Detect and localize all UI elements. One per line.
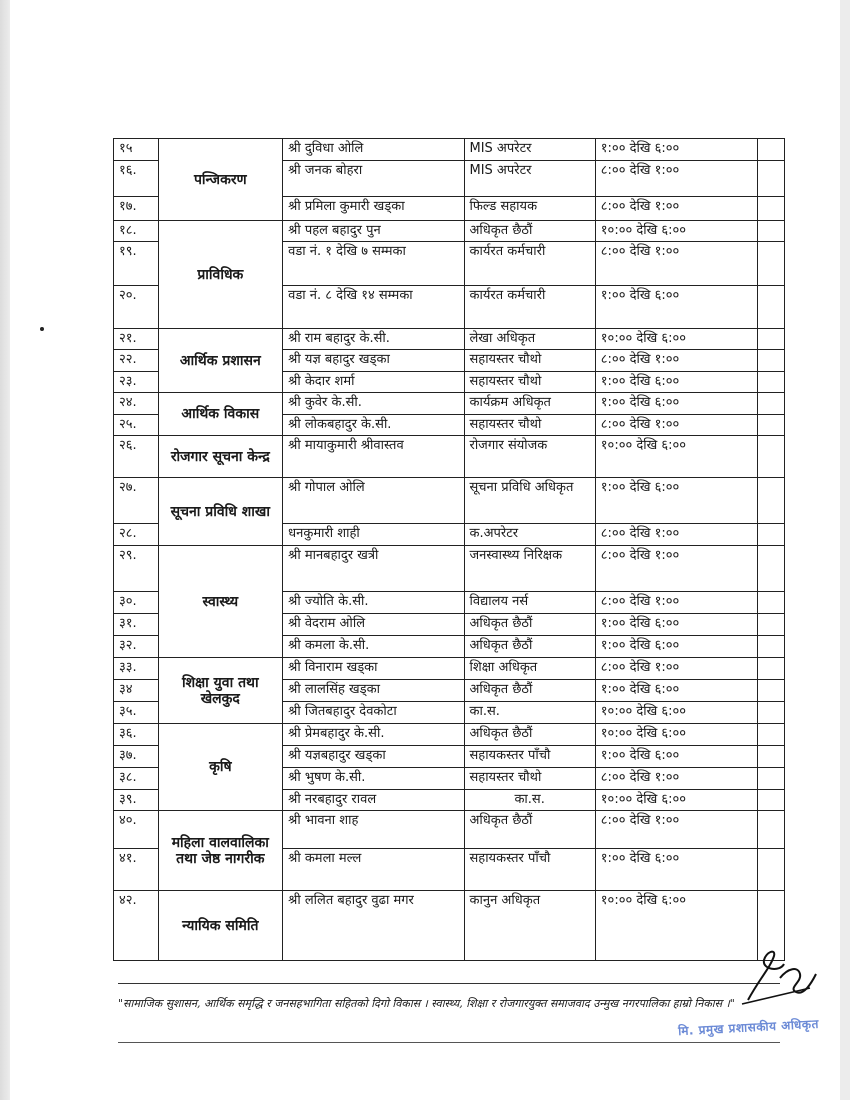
remarks-cell [758,790,785,811]
table-row [114,221,785,242]
staff-name: श्री यज्ञ बहादुर खड्का [283,350,464,372]
serial-number: १७. [114,197,159,221]
serial-number: ३८. [114,768,159,790]
serial-number: १६. [114,161,159,197]
duty-time: ८:०० देखि १:०० [595,242,757,286]
remarks-cell [758,811,785,849]
footer-divider [118,983,780,984]
remarks-cell [758,197,785,221]
staff-post: का.स. [464,790,595,811]
serial-number: १५ [114,139,159,161]
table-row [114,478,785,524]
staff-post: अधिकृत छैठौं [464,680,595,702]
staff-post: अधिकृत छैठौं [464,636,595,658]
staff-name: श्री प्रेमबहादुर के.सी. [283,724,464,746]
duty-time: १:०० देखि ६:०० [595,680,757,702]
remarks-cell [758,849,785,891]
remarks-cell [758,546,785,592]
serial-number: २२. [114,350,159,372]
table-row [114,436,785,478]
section-name: न्यायिक समिति [158,891,283,961]
handwritten-signature [740,938,830,1008]
duty-time: १:०० देखि ६:०० [595,849,757,891]
section-name: सूचना प्रविधि शाखा [158,478,283,546]
duty-time: १०:०० देखि ६:०० [595,724,757,746]
remarks-cell [758,724,785,746]
duty-time: ८:०० देखि १:०० [595,350,757,372]
serial-number: २४. [114,393,159,415]
staff-name: श्री प्रमिला कुमारी खड्का [283,197,464,221]
staff-name: श्री मायाकुमारी श्रीवास्तव [283,436,464,478]
staff-post: सूचना प्रविधि अधिकृत [464,478,595,524]
staff-post: सहायकस्तर पाँचौ [464,849,595,891]
serial-number: २५. [114,415,159,436]
remarks-cell [758,592,785,614]
duty-time: १:०० देखि ६:०० [595,372,757,393]
staff-name: श्री वेदराम ओलि [283,614,464,636]
remarks-cell [758,524,785,546]
staff-name: श्री कमला के.सी. [283,636,464,658]
office-stamp: मि. प्रमुख प्रशासकीय अधिकृत [677,1016,820,1039]
duty-time: १:०० देखि ६:०० [595,636,757,658]
remarks-cell [758,221,785,242]
duty-time: १:०० देखि ६:०० [595,614,757,636]
duty-time: १०:०० देखि ६:०० [595,790,757,811]
serial-number: २७. [114,478,159,524]
serial-number: ३५. [114,702,159,724]
table-row [114,546,785,592]
remarks-cell [758,614,785,636]
table-row [114,891,785,961]
staff-post: सहायकस्तर पाँचौ [464,746,595,768]
staff-name: श्री यज्ञबहादुर खड्का [283,746,464,768]
scan-speck [40,327,44,331]
section-name: आर्थिक विकास [158,393,283,436]
duty-time: १:०० देखि ६:०० [595,478,757,524]
staff-name: वडा नं. ८ देखि १४ सम्मका [283,286,464,329]
staff-name: श्री नरबहादुर रावल [283,790,464,811]
remarks-cell [758,329,785,350]
staff-name: श्री विनाराम खड्का [283,658,464,680]
staff-name: वडा नं. १ देखि ७ सम्मका [283,242,464,286]
staff-name: श्री मानबहादुर खत्री [283,546,464,592]
section-name: पन्जिकरण [158,139,283,221]
staff-post: MIS अपरेटर [464,161,595,197]
remarks-cell [758,286,785,329]
remarks-cell [758,372,785,393]
staff-name: श्री ज्योति के.सी. [283,592,464,614]
staff-post: रोजगार संयोजक [464,436,595,478]
staff-name: श्री भुषण के.सी. [283,768,464,790]
staff-post: MIS अपरेटर [464,139,595,161]
remarks-cell [758,478,785,524]
staff-post: कार्यरत कर्मचारी [464,242,595,286]
serial-number: ३०. [114,592,159,614]
staff-name: श्री कमला मल्ल [283,849,464,891]
duty-time: ८:०० देखि १:०० [595,197,757,221]
section-name: स्वास्थ्य [158,546,283,658]
staff-post: अधिकृत छैठौं [464,614,595,636]
staff-post: कार्यरत कर्मचारी [464,286,595,329]
staff-name: श्री गोपाल ओलि [283,478,464,524]
staff-post: विद्यालय नर्स [464,592,595,614]
staff-name: श्री दुविधा ओलि [283,139,464,161]
serial-number: २८. [114,524,159,546]
bottom-divider [118,1042,780,1043]
staff-name: श्री भावना शाह [283,811,464,849]
section-name: कृषि [158,724,283,811]
staff-name: श्री जितबहादुर देवकोटा [283,702,464,724]
duty-time: १:०० देखि ६:०० [595,286,757,329]
staff-post: अधिकृत छैठौं [464,724,595,746]
duty-time: १०:०० देखि ६:०० [595,221,757,242]
remarks-cell [758,702,785,724]
staff-name: श्री पहल बहादुर पुन [283,221,464,242]
duty-time: ८:०० देखि १:०० [595,415,757,436]
remarks-cell [758,350,785,372]
duty-time: ८:०० देखि १:०० [595,546,757,592]
duty-time: १०:०० देखि ६:०० [595,329,757,350]
serial-number: १९. [114,242,159,286]
staff-post: सहायस्तर चौथो [464,372,595,393]
staff-post: कार्यक्रम अधिकृत [464,393,595,415]
section-name: महिला वालवालिका तथा जेष्ठ नागरीक [158,811,283,891]
staff-post: अधिकृत छैठौं [464,221,595,242]
remarks-cell [758,768,785,790]
serial-number: १८. [114,221,159,242]
serial-number: २६. [114,436,159,478]
table-row [114,724,785,746]
serial-number: ४२. [114,891,159,961]
duty-time: ८:०० देखि १:०० [595,592,757,614]
serial-number: ३९. [114,790,159,811]
staff-post: जनस्वास्थ्य निरिक्षक [464,546,595,592]
staff-post: कानुन अधिकृत [464,891,595,961]
staff-post: सहायस्तर चौथो [464,415,595,436]
duty-time: ८:०० देखि १:०० [595,524,757,546]
table-row [114,329,785,350]
duty-time: १:०० देखि ६:०० [595,746,757,768]
duty-time: १:०० देखि ६:०० [595,393,757,415]
section-name: आर्थिक प्रशासन [158,329,283,393]
remarks-cell [758,658,785,680]
table-row [114,139,785,161]
serial-number: २१. [114,329,159,350]
staff-name: श्री केदार शर्मा [283,372,464,393]
serial-number: २०. [114,286,159,329]
duty-time: १०:०० देखि ६:०० [595,702,757,724]
section-name: रोजगार सूचना केन्द्र [158,436,283,478]
table-row [114,393,785,415]
staff-name: श्री लोकबहादुर के.सी. [283,415,464,436]
staff-name: श्री लालसिंह खड्का [283,680,464,702]
duty-time: ८:०० देखि १:०० [595,811,757,849]
duty-time: १०:०० देखि ६:०० [595,436,757,478]
serial-number: ४०. [114,811,159,849]
table-row [114,811,785,849]
remarks-cell [758,415,785,436]
section-name: शिक्षा युवा तथा खेलकुद [158,658,283,724]
motto-text: "सामाजिक सुशासन, आर्थिक समृद्धि र जनसहभागिता सहितको दिगो विकास । स्वास्थ्य, शिक्षा र रोजगारयुक्त समाजवाद उन्मुख नगरपालिका हाम्रो निकास ।" [118,997,735,1010]
serial-number: २३. [114,372,159,393]
duty-time: १०:०० देखि ६:०० [595,891,757,961]
staff-name: धनकुमारी शाही [283,524,464,546]
serial-number: ४१. [114,849,159,891]
remarks-cell [758,139,785,161]
serial-number: ३६. [114,724,159,746]
remarks-cell [758,636,785,658]
staff-name: श्री ललित बहादुर वुढा मगर [283,891,464,961]
duty-time: ८:०० देखि १:०० [595,161,757,197]
staff-name: श्री राम बहादुर के.सी. [283,329,464,350]
remarks-cell [758,393,785,415]
serial-number: ३४ [114,680,159,702]
remarks-cell [758,746,785,768]
staff-roster-table [113,138,785,961]
remarks-cell [758,242,785,286]
remarks-cell [758,161,785,197]
remarks-cell [758,436,785,478]
staff-post: सहायस्तर चौथो [464,768,595,790]
serial-number: ३१. [114,614,159,636]
serial-number: २९. [114,546,159,592]
serial-number: ३७. [114,746,159,768]
staff-post: शिक्षा अधिकृत [464,658,595,680]
staff-post: का.स. [464,702,595,724]
staff-post: सहायस्तर चौथो [464,350,595,372]
serial-number: ३२. [114,636,159,658]
staff-post: अधिकृत छैठौं [464,811,595,849]
staff-post: लेखा अधिकृत [464,329,595,350]
remarks-cell [758,680,785,702]
staff-name: श्री जनक बोहरा [283,161,464,197]
table-row [114,658,785,680]
staff-name: श्री कुवेर के.सी. [283,393,464,415]
serial-number: ३३. [114,658,159,680]
duty-time: ८:०० देखि १:०० [595,768,757,790]
section-name: प्राविधिक [158,221,283,329]
duty-time: १:०० देखि ६:०० [595,139,757,161]
staff-post: क.अपरेटर [464,524,595,546]
duty-time: ८:०० देखि १:०० [595,658,757,680]
staff-post: फिल्ड सहायक [464,197,595,221]
